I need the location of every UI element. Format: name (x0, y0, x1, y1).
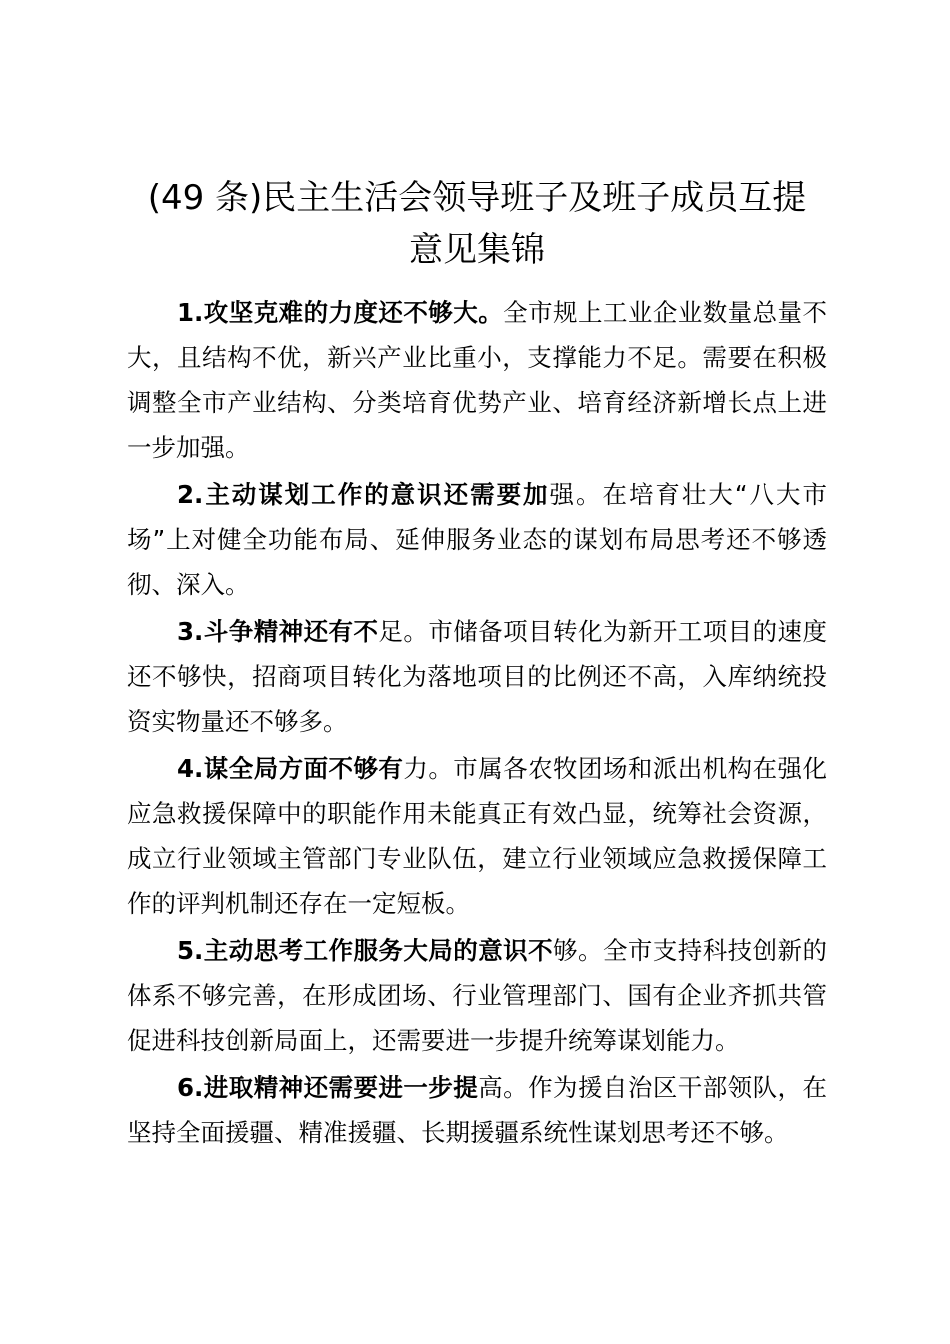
item-5-body: 够。全市支持科技创新的体系不够完善，在形成团场、行业管理部门、国有企业齐抓共管促进科技创新局面上，还需要进一步提升统筹谋划能力。 (127, 936, 828, 1055)
item-1-lead: 1.攻坚克难的力度还不够大。 (177, 298, 504, 327)
item-3 (127, 609, 827, 744)
item-2 (127, 472, 827, 607)
item-6-lead: 6.进取精神还需要进一步提 (177, 1073, 479, 1102)
item-3-body: 足。市储备项目转化为新开工项目的速度还不够快，招商项目转化为落地项目的比例还不高，入库纳统投资实物量还不够多。 (127, 617, 827, 736)
document-title (127, 172, 827, 276)
item-6-body: 高。作为援自治区干部领队，在坚持全面援疆、精准援疆、长期援疆系统性谋划思考还不够。 (127, 1073, 827, 1147)
item-6 (127, 1065, 827, 1155)
document-page (127, 172, 827, 1157)
item-1-body: 全市规上工业企业数量总量不大，且结构不优，新兴产业比重小，支撑能力不足。需要在积极调整全市产业结构、分类培育优势产业、培育经济新增长点上进一步加强。 (127, 298, 828, 462)
item-3-lead: 3.斗争精神还有不 (177, 617, 379, 646)
item-4-body: 力。市属各农牧团场和派出机构在强化应急救援保障中的职能作用未能真正有效凸显，统筹社会资源，成立行业领域主管部门专业队伍，建立行业领域应急救援保障工作的评判机制还存在一定短板。 (127, 754, 828, 918)
item-4 (127, 746, 827, 926)
item-5 (127, 928, 827, 1063)
item-4-lead: 4.谋全局方面不够有 (177, 754, 404, 783)
item-2-lead: 2.主动谋划工作的意识还需要加 (177, 480, 550, 509)
title-line-1: (49 条)民主生活会领导班子及班子成员互提 (147, 178, 807, 218)
item-2-body: 强。在培育壮大“八大市场”上对健全功能布局、延伸服务业态的谋划布局思考还不够透彻、深入。 (127, 480, 827, 599)
item-5-lead: 5.主动思考工作服务大局的意识不 (177, 936, 554, 965)
title-line-2: 意见集锦 (409, 230, 545, 270)
item-1 (127, 290, 827, 470)
